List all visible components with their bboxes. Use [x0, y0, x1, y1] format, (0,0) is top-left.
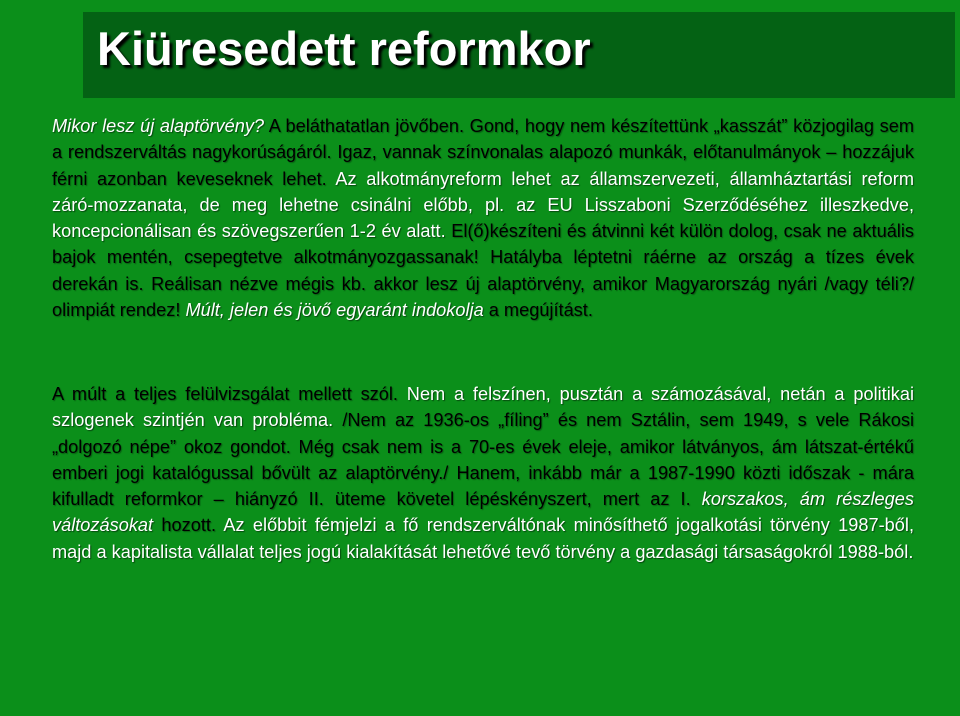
paragraph-2 [52, 381, 914, 565]
text-run: Nem a felszínen, pusztán a számozásával, netán a politikai szlogenek szintjén van probléma. [52, 384, 915, 431]
text-run: A beláthatatlan jövőben. Gond, hogy nem készítettünk „kasszát” közjogilag sem a rendszerváltás nagykorúságáról. Igaz, vannak színvonalas alapozó munkák, előtanulmányok – hozzájuk férni azonban keveseknek lehet. [52, 116, 914, 189]
text-run: korszakos, ám részleges változásokat [52, 489, 914, 536]
paragraph-1 [52, 113, 914, 323]
slide-title: Kiüresedett reformkor [97, 22, 591, 75]
text-run: El(ő)készíteni és átvinni két külön dolog, csak ne aktuális bajok mentén, csepegtetve alkotmányozgassanak! Hatályba léptetni ráérne az ország a tízes évek derekán is. Reálisan nézve mégis kb. akkor lesz új alaptörvény, amikor Magyarország nyári /vagy téli?/ olimpiát rendez! [52, 221, 914, 321]
text-run: hozott. [153, 515, 224, 536]
text-run: /Nem az 1936-os „fíling” és nem Sztálin, sem 1949, s vele Rákosi „dolgozó népe” okoz gondot. Még csak nem is a 70-es évek eleje, amikor látványos, ám látszat-értékű emberi jogi katalógussal bővült az alaptörvény./ Hanem, inkább már a 1987-1990 közti időszak - mára kifulladt reformkor – hiányzó II. üteme követel lépéskényszert, mert az I. [52, 410, 914, 510]
text-run: a megújítást. [483, 300, 593, 321]
text-run: A múlt a teljes felülvizsgálat mellett szól. [52, 384, 398, 404]
text-run: Múlt, jelen és jövő egyaránt indokolja [185, 300, 484, 321]
text-run: Mikor lesz új alaptörvény? [52, 116, 265, 136]
text-run: Az alkotmányreform lehet az államszervezeti, államháztartási reform záró-mozzanata, de meg lehetne csinálni előbb, pl. az EU Lisszaboni Szerződéséhez illeszkedve, koncepcionálisan és szövegszerűen 1-2 év alatt. [52, 168, 914, 242]
text-run: Az előbbit fémjelzi a fő rendszerváltónak minősíthető jogalkotási törvény 1987-ből, majd a kapitalista vállalat teljes jogú kialakítását lehetővé tevő törvény a gazdasági társaságokról 1988-ból. [52, 515, 914, 562]
